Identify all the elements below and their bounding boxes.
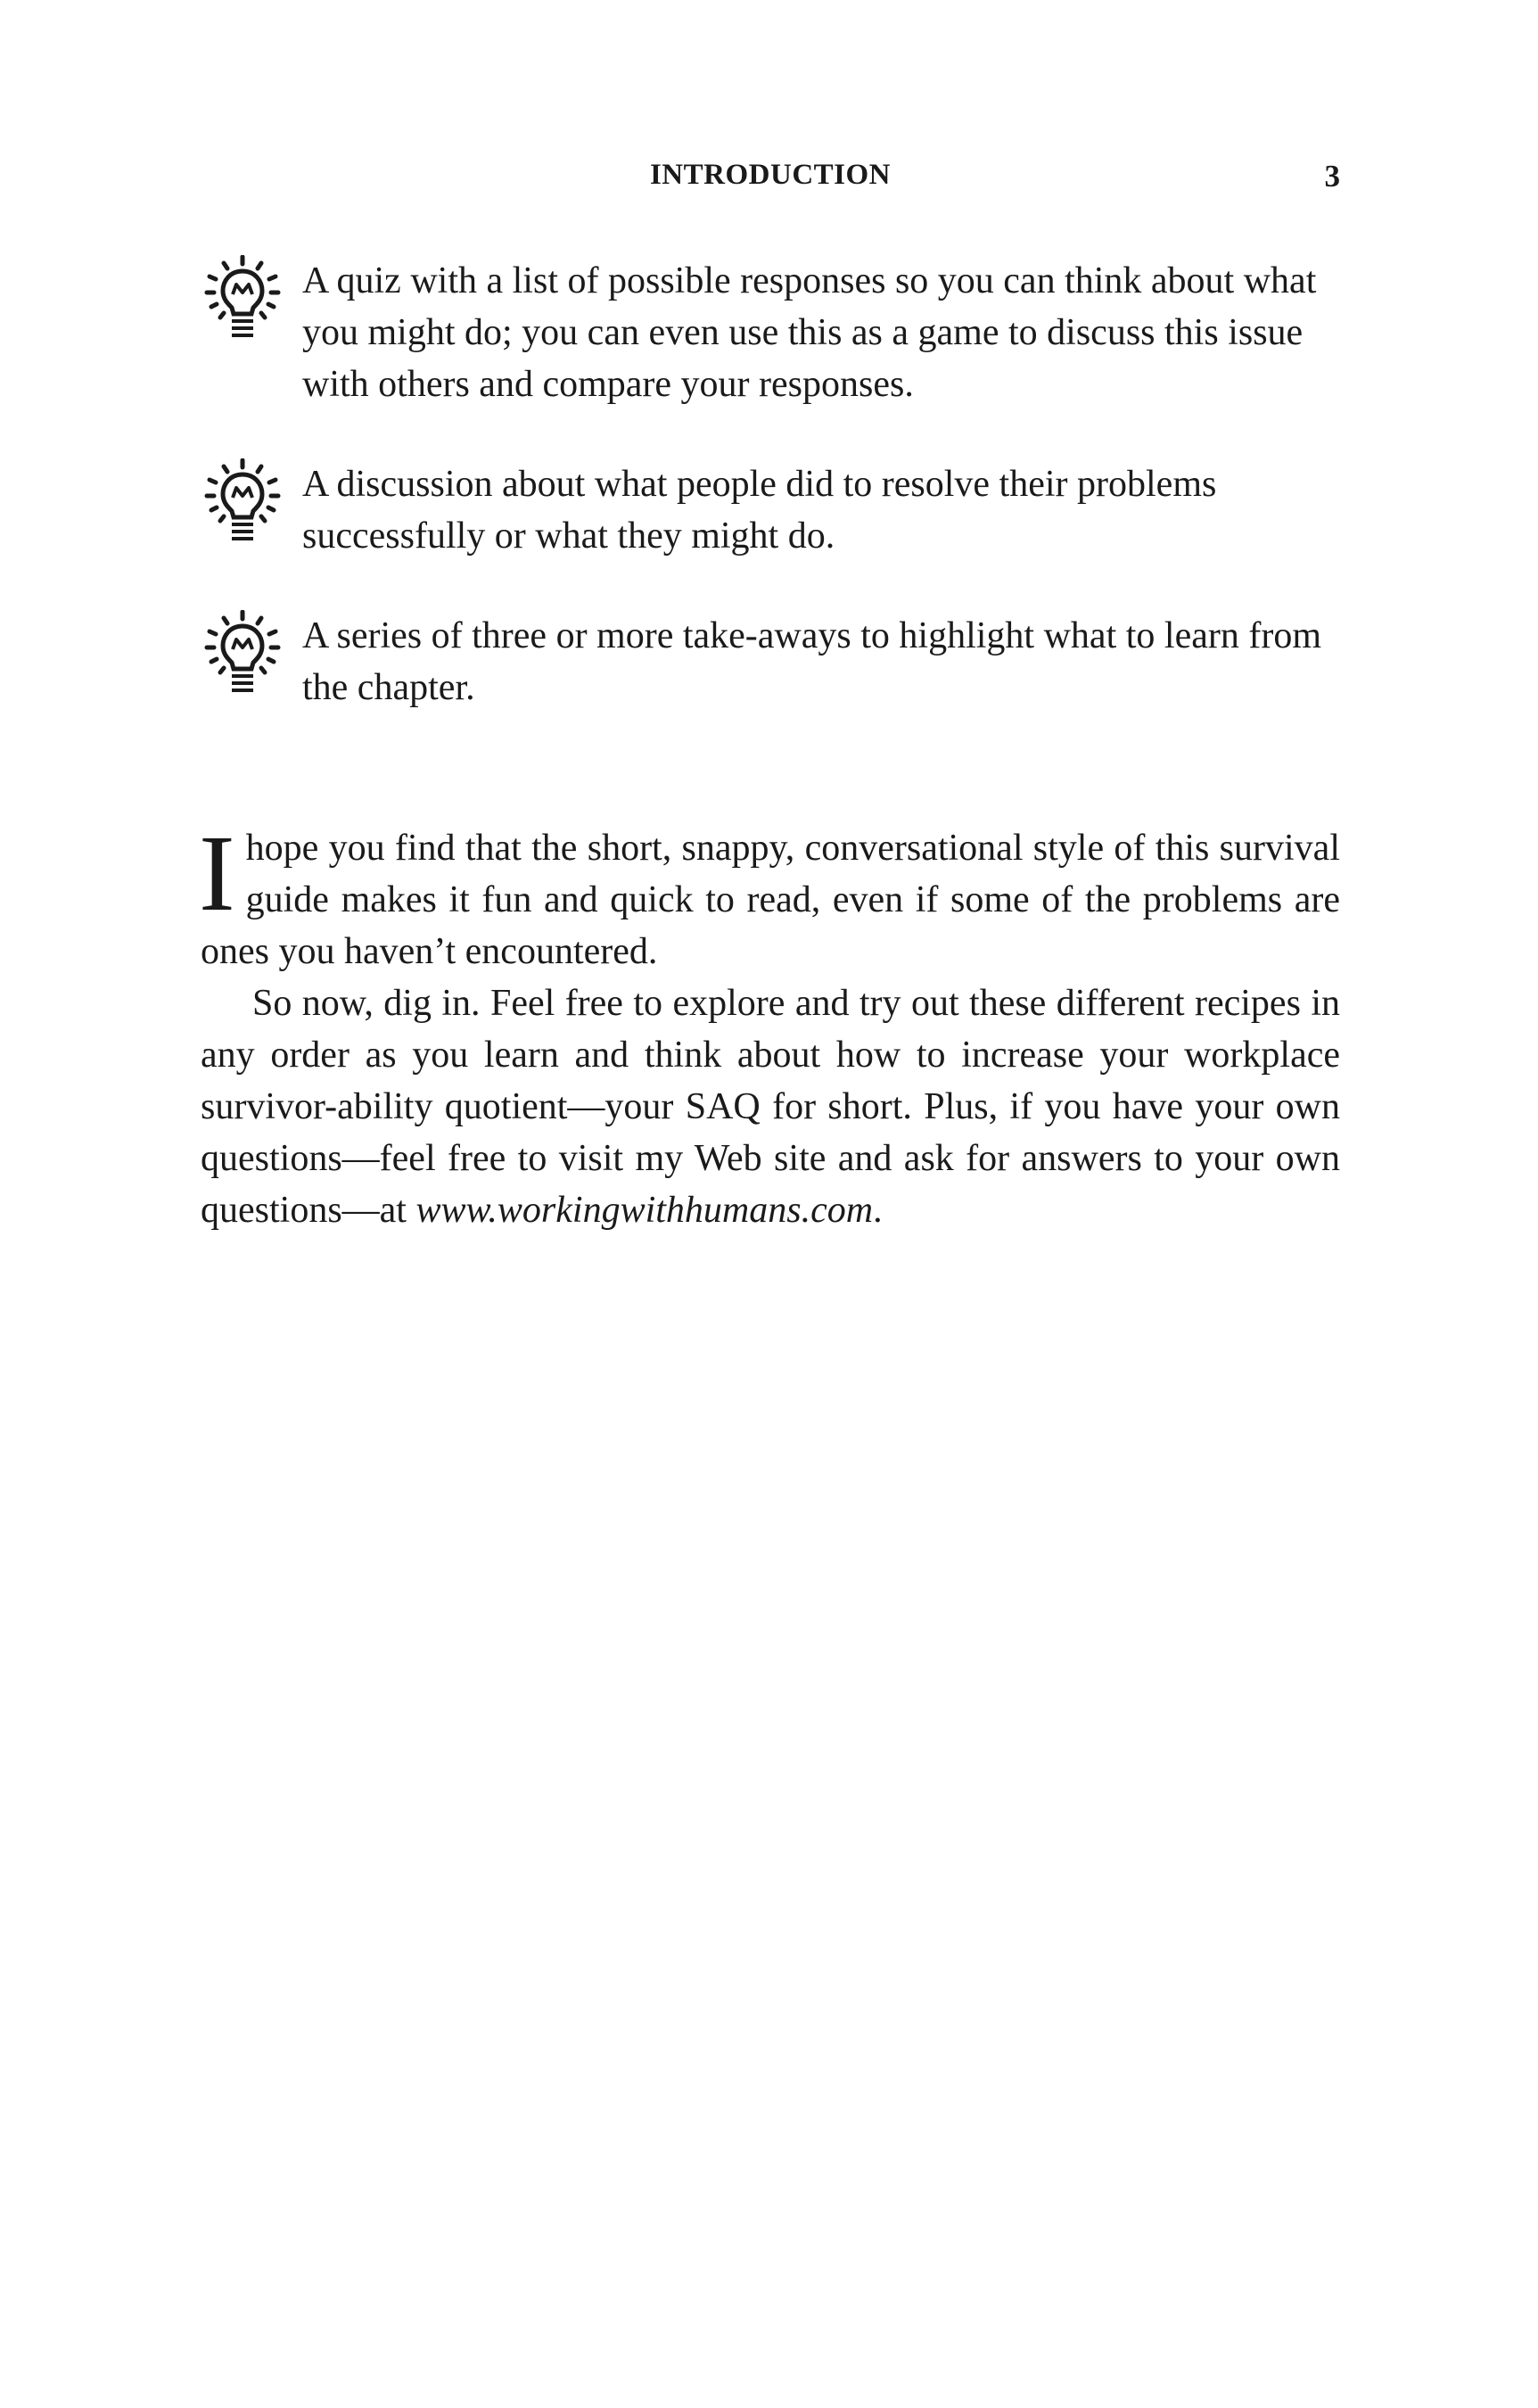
bullet-text: A quiz with a list of possible responses so you can think about what you might do; you can even use this as a game to discuss this issue with others and compare your responses. [302, 260, 1317, 405]
bullet-text: A series of three or more take-aways to highlight what to learn from the chapter. [302, 615, 1321, 708]
bullet-item-2 [201, 458, 1340, 562]
lightbulb-icon [204, 610, 281, 694]
bullet-item-3 [201, 610, 1340, 713]
running-title: INTRODUCTION [649, 159, 892, 191]
lightbulb-icon [204, 458, 281, 542]
paragraph-1 [199, 813, 1340, 977]
bullet-text: A discussion about what people did to resolve their problems successfully or what they might do. [302, 464, 1217, 557]
running-head [201, 159, 1340, 203]
drop-cap: I [199, 813, 235, 934]
bullet-item-1 [201, 255, 1340, 410]
page-number: 3 [1324, 159, 1340, 194]
paragraph-2-end: . [873, 1190, 883, 1231]
lightbulb-icon [204, 255, 281, 339]
paragraph-2-text: So now, dig in. Feel free to explore and try out these different recipes in any order as you learn and think about how to increase your workplace survivor-ability quotient—your SAQ for short. Plus, if you have your own questions—feel free to visit my Web site and ask for answers to your own questions—at [201, 983, 1340, 1231]
bullet-list [201, 255, 1340, 762]
paragraph-2 [201, 977, 1340, 1236]
website-link[interactable]: www.workingwithhumans.com [415, 1190, 874, 1231]
body-text [199, 813, 1340, 1236]
paragraph-1-text: hope you find that the short, snappy, conversational style of this survival guide makes it fun and quick to read, even if some of the problems are ones you haven’t encountered. [201, 828, 1340, 972]
